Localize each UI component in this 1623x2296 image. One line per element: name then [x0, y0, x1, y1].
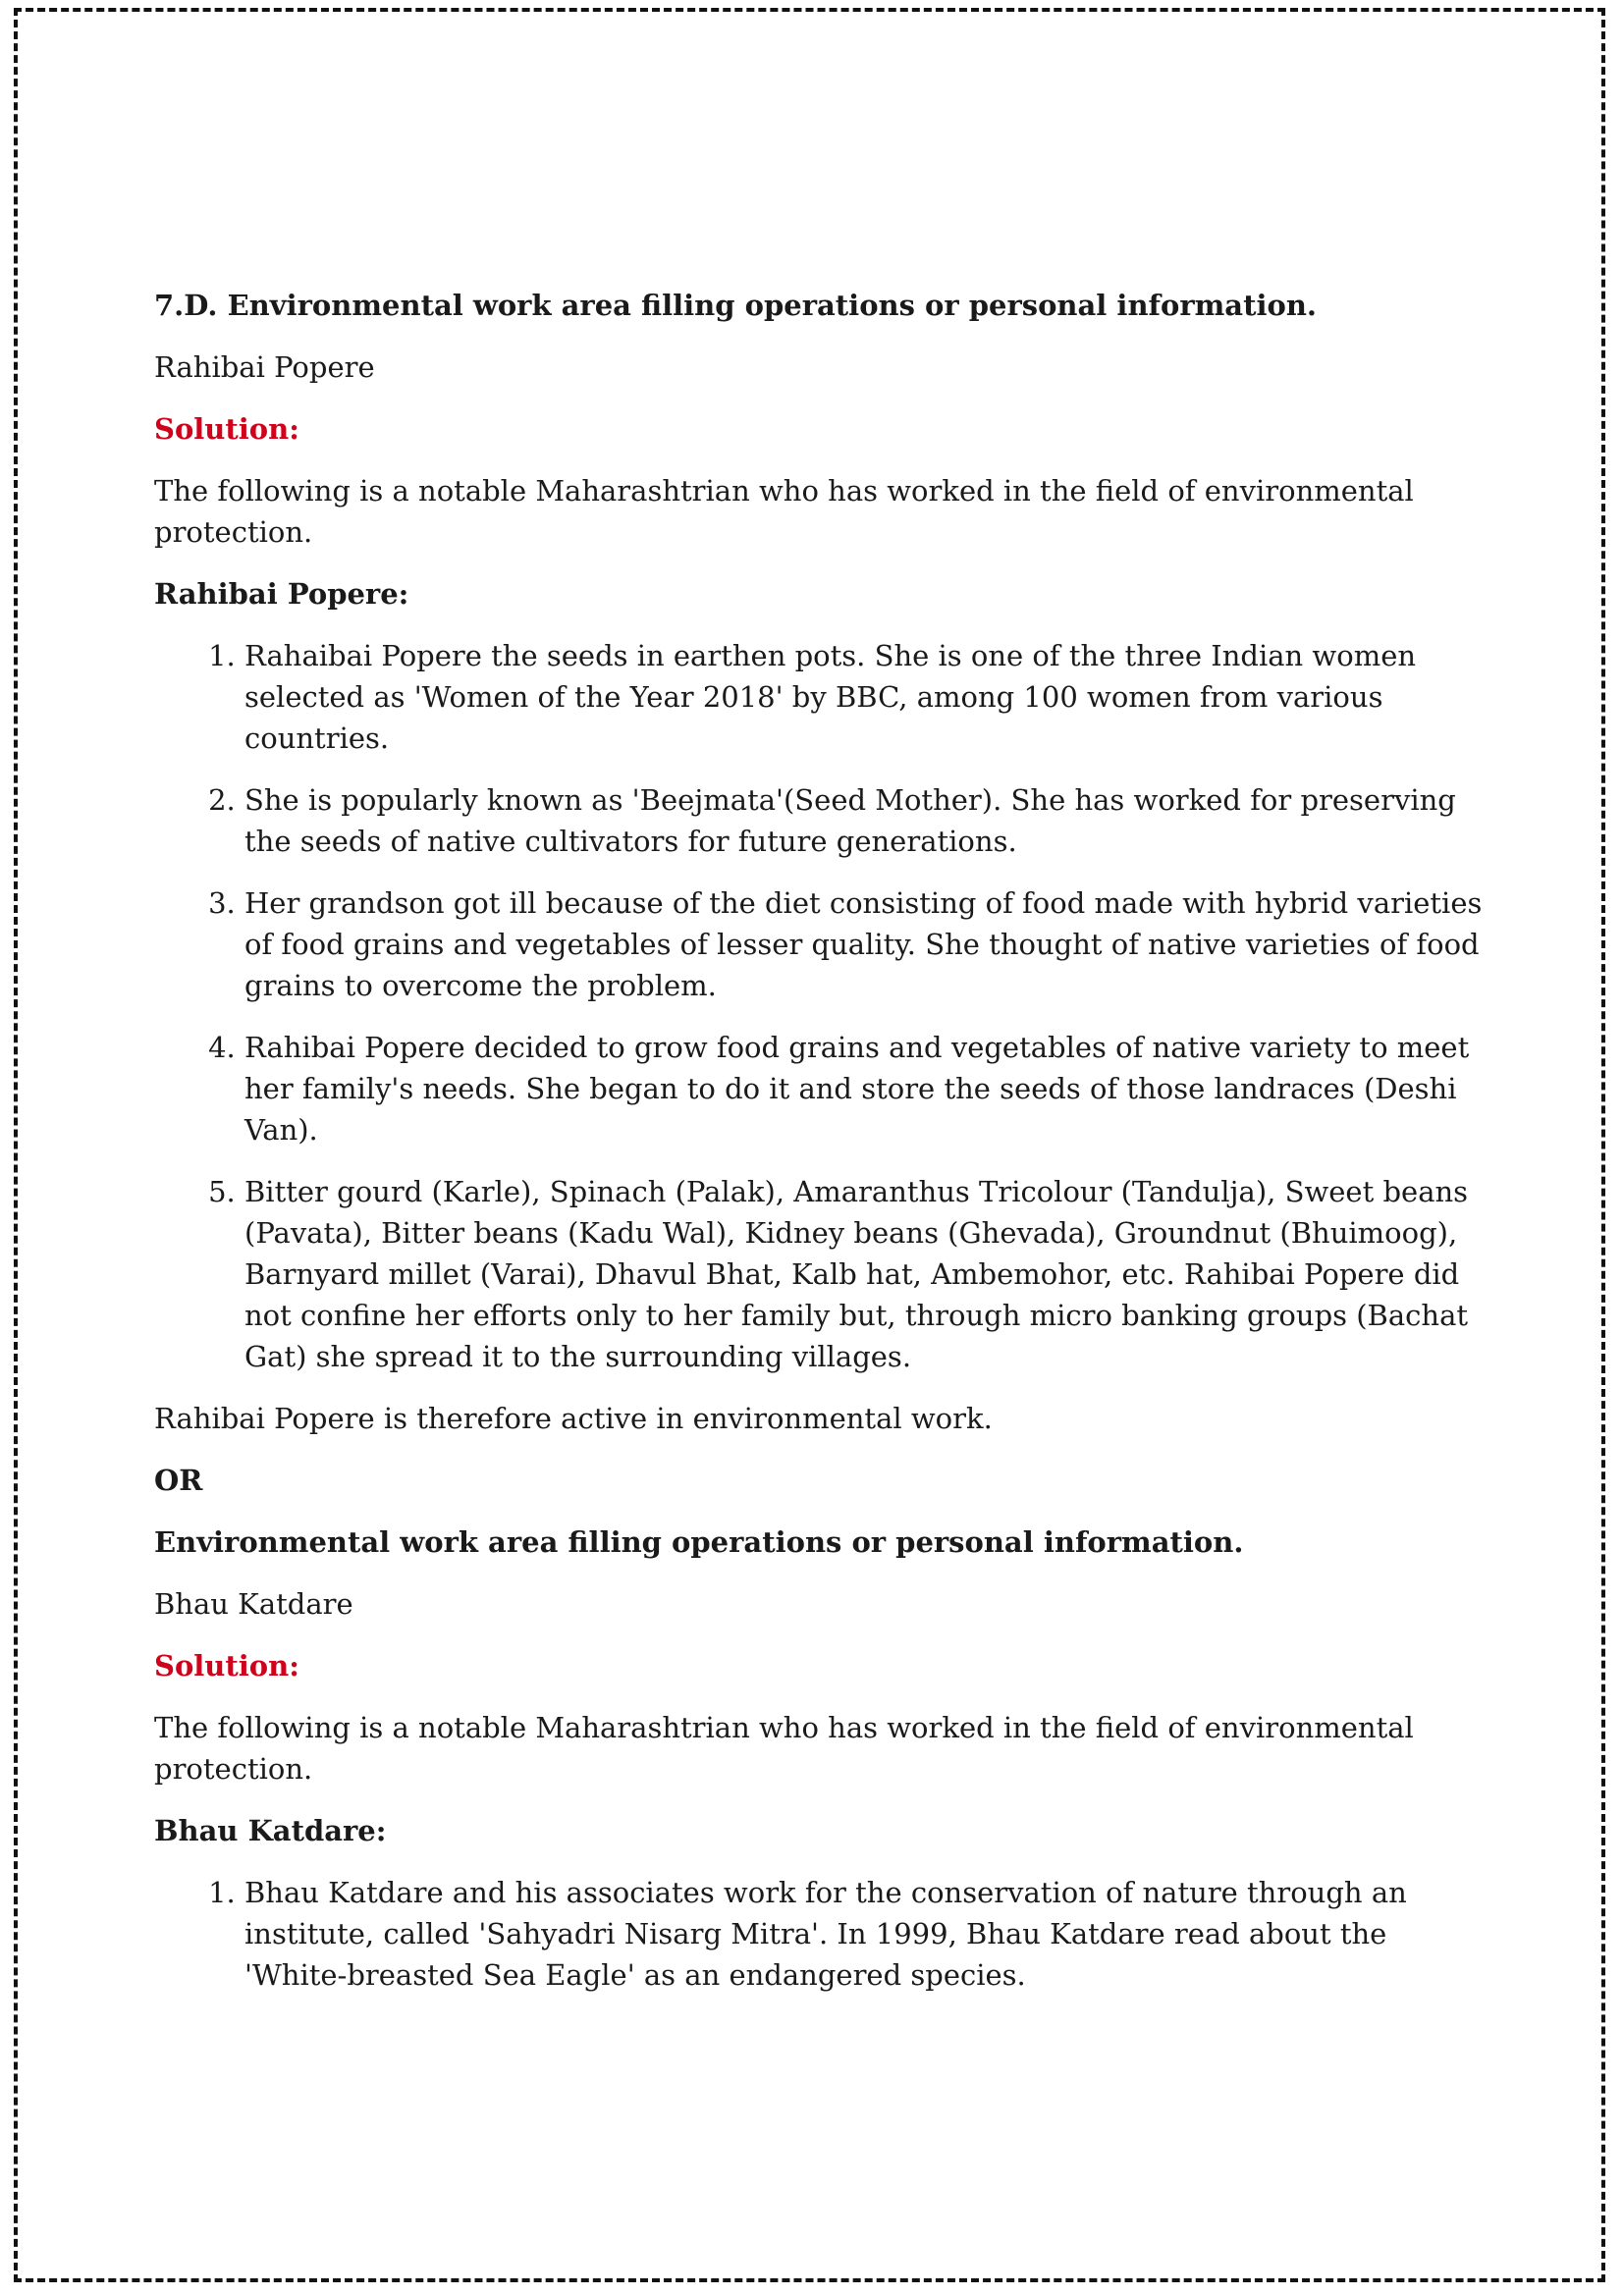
solution-label-2: Solution:: [154, 1649, 299, 1682]
list-item: 4. Rahibai Popere decided to grow food grains and vegetables of native variety to meet her family's needs. She began to do it and store the seeds of those landraces (Deshi Van).: [244, 1027, 1489, 1150]
person-heading-2: Bhau Katdare:: [154, 1814, 387, 1847]
list-item: 5. Bitter gourd (Karle), Spinach (Palak), Amaranthus Tricolour (Tandulja), Sweet beans (Pavata), Bitter beans (Kadu Wal), Kidney beans (Ghevada), Groundnut (Bhuimoog), Barnyard millet (Varai), Dhavul Bhat, Kalb hat, Ambemohor, etc. Rahibai Popere did not confine her efforts only to her family but, through micro banking groups (Bachat Gat) she spread it to the surrounding villages.: [244, 1171, 1489, 1377]
points-list-1: [154, 635, 1489, 1377]
list-item: 2. She is popularly known as 'Beejmata'(Seed Mother). She has worked for preserving the seeds of native cultivators for future generations.: [244, 779, 1489, 862]
intro-paragraph-1: The following is a notable Maharashtrian who has worked in the field of environmental protection.: [154, 474, 1414, 549]
conclusion-paragraph: Rahibai Popere is therefore active in environmental work.: [154, 1402, 993, 1435]
question-heading-2: Environmental work area filling operations or personal information.: [154, 1525, 1244, 1559]
solution-label-1: Solution:: [154, 412, 299, 446]
points-list-2: [154, 1872, 1489, 1996]
or-separator: OR: [154, 1464, 203, 1497]
intro-paragraph-2: The following is a notable Maharashtrian who has worked in the field of environmental protection.: [154, 1711, 1414, 1786]
subject-name-2: Bhau Katdare: [154, 1587, 353, 1621]
list-item: 3. Her grandson got ill because of the diet consisting of food made with hybrid varieties of food grains and vegetables of lesser quality. She thought of native varieties of food grains to overcome the problem.: [244, 882, 1489, 1006]
list-item: 1. Rahaibai Popere the seeds in earthen pots. She is one of the three Indian women selected as 'Women of the Year 2018' by BBC, among 100 women from various countries.: [244, 635, 1489, 759]
question-heading-1: 7.D. Environmental work area filling operations or personal information.: [154, 289, 1318, 322]
document-content: [154, 285, 1489, 2016]
subject-name-1: Rahibai Popere: [154, 350, 375, 384]
person-heading-1: Rahibai Popere:: [154, 577, 409, 611]
list-item: 1. Bhau Katdare and his associates work for the conservation of nature through an institute, called 'Sahyadri Nisarg Mitra'. In 1999, Bhau Katdare read about the 'White-breasted Sea Eagle' as an endangered species.: [244, 1872, 1489, 1996]
